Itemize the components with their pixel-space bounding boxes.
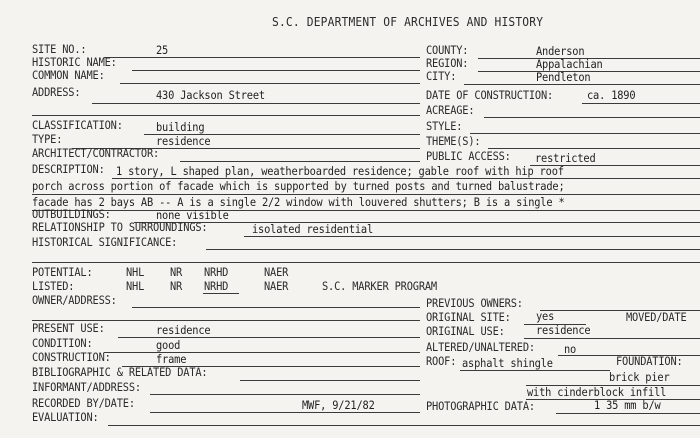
listed-naer: NAER [264, 279, 289, 293]
listed-nrhd-underline [203, 293, 239, 294]
potential-nrhd: NRHD [204, 265, 229, 279]
listed-nrhd: NRHD [204, 279, 229, 293]
site-no-line [104, 57, 420, 58]
evaluation-label: EVALUATION: [32, 410, 99, 424]
relationship-line [244, 236, 700, 237]
county-label: COUNTY: [426, 43, 469, 57]
original-use-label: ORIGINAL USE: [426, 324, 505, 338]
form-title: S.C. DEPARTMENT OF ARCHIVES AND HISTORY [272, 14, 544, 29]
region-value: Appalachian [536, 57, 603, 71]
classification-value: building [156, 120, 205, 134]
style-label: STYLE: [426, 119, 463, 133]
construction-label: CONSTRUCTION: [32, 350, 111, 364]
informant-label: INFORMANT/ADDRESS: [32, 380, 141, 394]
potential-nhl: NHL [126, 265, 145, 279]
description-line-1: 1 story, L shaped plan, weatherboarded residence; gable roof with hip roof [116, 164, 564, 178]
description-line-3: facade has 2 bays AB -- A is a single 2/2 window with louvered shutters; B is a single * [32, 195, 565, 209]
recorded-by-line [150, 412, 420, 413]
date-construction-value: ca. 1890 [587, 88, 636, 102]
recorded-by-value: MWF, 9/21/82 [302, 398, 375, 412]
relationship-label: RELATIONSHIP TO SURROUNDINGS: [32, 220, 208, 234]
description-rule-3 [32, 210, 700, 211]
bibliographic-line [240, 380, 420, 381]
common-name-label: COMMON NAME: [32, 68, 105, 82]
relationship-value: isolated residential [252, 222, 374, 236]
moved-date-label: MOVED/DATE [626, 310, 687, 324]
original-site-value: yes [536, 309, 555, 323]
significance-label: HISTORICAL SIGNIFICANCE: [32, 235, 178, 249]
site-no-value: 25 [156, 43, 169, 57]
original-use-value: residence [536, 323, 591, 337]
bibliographic-label: BIBLIOGRAPHIC & RELATED DATA: [32, 365, 208, 379]
listed-nr: NR [170, 279, 183, 293]
style-line [470, 133, 700, 134]
county-value: Anderson [536, 44, 585, 58]
type-label: TYPE: [32, 132, 63, 146]
significance-line-2 [32, 262, 700, 263]
informant-line [150, 394, 420, 395]
theme-label: THEME(S): [426, 134, 481, 148]
date-construction-label: DATE OF CONSTRUCTION: [426, 88, 554, 102]
site-no-label: SITE NO.: [32, 42, 87, 56]
architect-line [180, 161, 420, 162]
listed-label: LISTED: [32, 279, 75, 293]
acreage-line [484, 117, 700, 118]
recorded-by-label: RECORDED BY/DATE: [32, 396, 135, 410]
roof-value: asphalt shingle [462, 356, 553, 370]
type-value: residence [156, 134, 211, 148]
historic-name-line [132, 70, 420, 71]
owner-line [132, 307, 420, 308]
construction-value: frame [156, 352, 187, 366]
address-line-2 [32, 115, 420, 116]
significance-line [206, 249, 700, 250]
evaluation-line [108, 425, 700, 426]
outbuildings-value: none visible [156, 208, 229, 222]
acreage-label: ACREAGE: [426, 103, 475, 117]
roof-line [460, 370, 610, 371]
foundation-label: FOUNDATION: [616, 354, 683, 368]
potential-label: POTENTIAL: [32, 265, 93, 279]
description-line-2: porch across portion of facade which is supported by turned posts and turned balustrade; [32, 179, 565, 193]
photographic-value: 1 35 mm b/w [594, 398, 661, 412]
address-line [92, 103, 420, 104]
region-label: REGION: [426, 56, 469, 70]
outbuildings-label: OUTBUILDINGS: [32, 207, 111, 221]
historic-name-label: HISTORIC NAME: [32, 55, 117, 69]
condition-label: CONDITION: [32, 336, 93, 350]
present-use-label: PRESENT USE: [32, 321, 105, 335]
date-line [582, 103, 700, 104]
potential-nr: NR [170, 265, 183, 279]
previous-owners-label: PREVIOUS OWNERS: [426, 296, 523, 310]
listed-nhl: NHL [126, 279, 145, 293]
classification-label: CLASSIFICATION: [32, 118, 123, 132]
address-value: 430 Jackson Street [156, 88, 265, 102]
public-access-value: restricted [535, 151, 596, 165]
condition-line [104, 352, 420, 353]
city-line [464, 84, 700, 85]
public-access-label: PUBLIC ACCESS: [426, 149, 511, 163]
altered-value: no [564, 342, 577, 356]
original-use-line [524, 338, 700, 339]
city-value: Pendleton [536, 70, 591, 84]
common-name-line [120, 83, 420, 84]
altered-label: ALTERED/UNALTERED: [426, 340, 535, 354]
description-label: DESCRIPTION: [32, 162, 105, 176]
marker-program-label: S.C. MARKER PROGRAM [322, 279, 437, 293]
city-label: CITY: [426, 69, 457, 83]
roof-label: ROOF: [426, 354, 457, 368]
foundation-value-1: brick pier [609, 370, 670, 384]
original-site-label: ORIGINAL SITE: [426, 310, 511, 324]
foundation-value-2: with cinderblock infill [527, 385, 667, 399]
photographic-line [556, 413, 700, 414]
potential-naer: NAER [264, 265, 289, 279]
present-use-value: residence [156, 323, 211, 337]
owner-label: OWNER/ADDRESS: [32, 293, 117, 307]
photographic-label: PHOTOGRAPHIC DATA: [426, 399, 535, 413]
architect-label: ARCHITECT/CONTRACTOR: [32, 146, 160, 160]
address-label: ADDRESS: [32, 85, 81, 99]
theme-line [488, 148, 700, 149]
outbuildings-line [134, 222, 700, 223]
condition-value: good [156, 338, 181, 352]
